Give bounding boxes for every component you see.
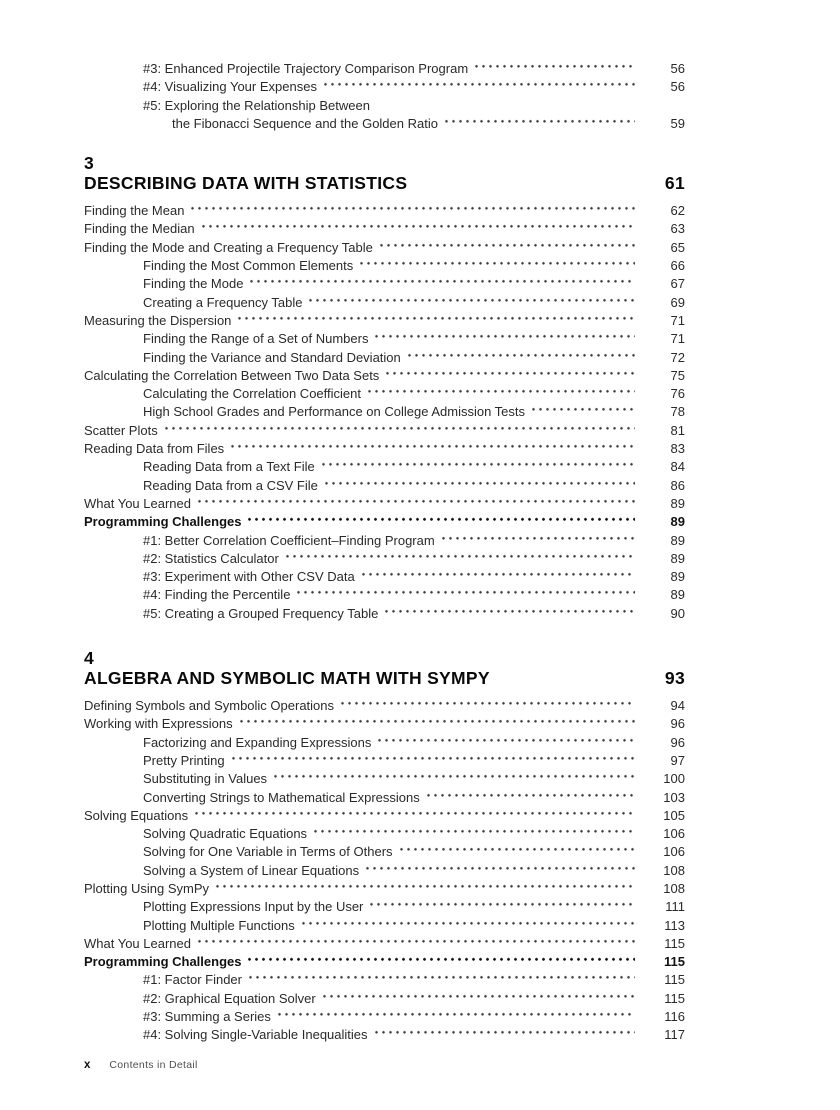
toc-entry-page: 115 (664, 935, 685, 951)
toc-entry (84, 312, 685, 330)
toc-entry (84, 917, 685, 935)
toc-entry-page: 71 (670, 312, 685, 328)
toc-entry-label: Finding the Mode (143, 276, 244, 292)
dot-leader (230, 752, 635, 770)
toc-entry-label: #3: Enhanced Projectile Trajectory Comparison Program (143, 61, 469, 76)
toc-entry-page: 108 (663, 862, 685, 878)
toc-entry-page: 94 (670, 698, 685, 714)
toc-entry-label: What You Learned (84, 495, 191, 511)
dot-leader (214, 880, 635, 898)
toc-section (84, 60, 685, 133)
toc-entry-page: 97 (670, 752, 685, 768)
chapter-title: ALGEBRA AND SYMBOLIC MATH WITH SYMPY (84, 668, 490, 689)
toc-entry-label: Measuring the Dispersion (84, 312, 232, 328)
toc-entry (84, 1026, 685, 1044)
chapter-page: 61 (664, 173, 685, 194)
dot-leader (196, 935, 635, 953)
toc-entry (84, 862, 685, 880)
toc-entry-label: What You Learned (84, 935, 191, 951)
dot-leader (312, 825, 635, 843)
toc-entry-page: 89 (670, 514, 685, 530)
toc-entry (84, 789, 685, 807)
toc-section (84, 648, 685, 1045)
toc-entry-label: Solving Quadratic Equations (143, 826, 308, 842)
toc-entry (84, 385, 685, 403)
toc-entry (84, 495, 685, 513)
toc-entry-page: 81 (670, 422, 685, 438)
toc-entry-label: the Fibonacci Sequence and the Golden Ratio (172, 115, 438, 131)
dot-leader (284, 550, 635, 568)
footer-text: Contents in Detail (109, 1059, 198, 1071)
toc-entry-page: 89 (670, 532, 685, 548)
dot-leader (378, 239, 635, 257)
toc-entry-label: Reading Data from a CSV File (143, 477, 318, 493)
toc-entry-page: 71 (670, 331, 685, 347)
dot-leader (247, 971, 635, 989)
toc-entry (84, 422, 685, 440)
toc-entry (84, 440, 685, 458)
dot-leader (384, 367, 635, 385)
toc-entry-label: Plotting Expressions Input by the User (143, 899, 364, 915)
dot-leader (246, 513, 635, 531)
toc-entry-page: 113 (664, 917, 685, 933)
dot-leader (368, 898, 635, 916)
chapter-page: 93 (664, 668, 685, 689)
toc-entry (84, 935, 685, 953)
toc-entry-page: 63 (670, 221, 685, 237)
toc-entry-page: 83 (670, 441, 685, 457)
toc-entry-page: 76 (670, 386, 685, 402)
dot-leader (383, 605, 635, 623)
toc-entry (84, 953, 685, 971)
toc-entry-label: Finding the Variance and Standard Deviation (143, 349, 401, 365)
toc-entry-page: 75 (670, 367, 685, 383)
toc-entry (84, 349, 685, 367)
toc-entry (84, 532, 685, 550)
toc-entry-page: 111 (665, 899, 685, 915)
dot-leader (366, 385, 635, 403)
toc-entry-page: 59 (670, 115, 685, 131)
toc-entry-page: 56 (670, 79, 685, 95)
toc-entry (84, 367, 685, 385)
dot-leader (189, 202, 635, 220)
page-footer (84, 1059, 198, 1071)
toc-entry (84, 807, 685, 825)
dot-leader (443, 115, 635, 133)
toc-entry-page: 115 (664, 972, 685, 988)
toc-entry-label: Substituting in Values (143, 771, 268, 787)
toc-entry (84, 257, 685, 275)
toc-entry-page: 116 (664, 1009, 685, 1025)
toc-entry-page: 65 (670, 239, 685, 255)
toc-entry (84, 770, 685, 788)
toc-entry-page: 84 (670, 459, 685, 475)
dot-leader (276, 1008, 635, 1026)
toc-section (84, 153, 685, 623)
toc-entry-page: 96 (670, 734, 685, 750)
toc-entry-label: #4: Visualizing Your Expenses (143, 79, 317, 95)
toc-entry-page: 89 (670, 569, 685, 585)
dot-leader (322, 78, 635, 96)
toc-entry-label: #2: Graphical Equation Solver (143, 990, 316, 1006)
toc-entry-page: 115 (664, 990, 685, 1006)
toc-entry-page: 100 (663, 771, 685, 787)
toc-entry-label: Finding the Range of a Set of Numbers (143, 331, 369, 347)
dot-leader (238, 715, 635, 733)
toc-entry (84, 715, 685, 733)
dot-leader (358, 257, 635, 275)
dot-leader (295, 586, 635, 604)
table-of-contents (84, 60, 685, 1045)
toc-entry-page: 56 (670, 61, 685, 76)
dot-leader (373, 1026, 635, 1044)
toc-entry-label: Pretty Printing (143, 752, 225, 768)
toc-entry-label: #3: Experiment with Other CSV Data (143, 569, 355, 585)
toc-entry (84, 898, 685, 916)
toc-entry-label: Finding the Mode and Creating a Frequency Table (84, 239, 373, 255)
toc-entry-page: 66 (670, 258, 685, 274)
toc-entry-page: 67 (670, 276, 685, 292)
toc-entry (84, 97, 685, 115)
dot-leader (323, 477, 635, 495)
toc-entry (84, 513, 685, 531)
toc-entry-label: Factorizing and Expanding Expressions (143, 734, 372, 750)
toc-entry-label: High School Grades and Performance on College Admission Tests (143, 404, 526, 420)
toc-entry (84, 202, 685, 220)
toc-entry (84, 568, 685, 586)
dot-leader (376, 734, 635, 752)
toc-entry (84, 403, 685, 421)
dot-leader (398, 843, 635, 861)
chapter-title: DESCRIBING DATA WITH STATISTICS (84, 173, 408, 194)
toc-entry-label: #1: Better Correlation Coefficient–Finding Program (143, 532, 435, 548)
toc-entry-label: Plotting Using SymPy (84, 880, 209, 896)
toc-entry (84, 752, 685, 770)
toc-entry-label: Working with Expressions (84, 716, 233, 732)
toc-entry-page: 90 (670, 605, 685, 621)
dot-leader (163, 422, 635, 440)
toc-entry-page: 103 (663, 789, 685, 805)
dot-leader (473, 60, 635, 78)
toc-entry-label: #5: Exploring the Relationship Between (143, 97, 370, 113)
toc-entry (84, 605, 685, 623)
toc-entry (84, 275, 685, 293)
chapter-heading (84, 648, 685, 688)
toc-entry (84, 78, 685, 96)
toc-entry (84, 550, 685, 568)
toc-entry (84, 825, 685, 843)
toc-entry (84, 734, 685, 752)
toc-entry-label: Programming Challenges (84, 514, 242, 530)
toc-entry-page: 108 (663, 880, 685, 896)
toc-entry-label: Solving for One Variable in Terms of Others (143, 844, 393, 860)
toc-entry (84, 115, 685, 133)
toc-entry-label: Scatter Plots (84, 422, 158, 438)
dot-leader (300, 917, 635, 935)
toc-entry-label: #2: Statistics Calculator (143, 550, 279, 566)
toc-entry-label: #1: Factor Finder (143, 972, 242, 988)
toc-entry (84, 990, 685, 1008)
dot-leader (236, 312, 635, 330)
toc-entry-label: Finding the Mean (84, 203, 185, 219)
toc-entry-page: 89 (670, 550, 685, 566)
chapter-heading (84, 153, 685, 193)
toc-entry-page: 106 (663, 844, 685, 860)
toc-entry-label: #5: Creating a Grouped Frequency Table (143, 605, 379, 621)
toc-entry-label: Converting Strings to Mathematical Expressions (143, 789, 420, 805)
dot-leader (246, 953, 635, 971)
toc-entry-label: Solving Equations (84, 807, 189, 823)
toc-entry-label: Creating a Frequency Table (143, 294, 303, 310)
toc-entry-page: 69 (670, 294, 685, 310)
toc-entry (84, 843, 685, 861)
dot-leader (200, 220, 635, 238)
toc-entry (84, 239, 685, 257)
toc-entry-label: Reading Data from a Text File (143, 459, 315, 475)
toc-entry (84, 220, 685, 238)
chapter-number: 4 (84, 648, 94, 669)
toc-entry-page: 89 (670, 587, 685, 603)
dot-leader (360, 568, 635, 586)
chapter-title-row (84, 668, 685, 688)
dot-leader (440, 532, 635, 550)
toc-entry (84, 330, 685, 348)
toc-entry-label: Reading Data from Files (84, 441, 225, 457)
dot-leader (339, 697, 635, 715)
toc-entry (84, 586, 685, 604)
dot-leader (307, 294, 635, 312)
toc-entry-page: 105 (663, 807, 685, 823)
toc-entry-page: 78 (670, 404, 685, 420)
toc-entry (84, 294, 685, 312)
toc-entry-page: 117 (664, 1027, 685, 1043)
dot-leader (196, 495, 635, 513)
toc-entry-label: Defining Symbols and Symbolic Operations (84, 698, 335, 714)
toc-entry-page: 96 (670, 716, 685, 732)
toc-entry-label: #4: Solving Single-Variable Inequalities (143, 1027, 368, 1043)
toc-entry-label: #3: Summing a Series (143, 1009, 271, 1025)
dot-leader (321, 990, 635, 1008)
toc-entry (84, 60, 685, 78)
toc-entry-page: 106 (663, 826, 685, 842)
toc-entry-page: 115 (664, 954, 685, 970)
dot-leader (320, 458, 635, 476)
dot-leader (530, 403, 635, 421)
toc-entry-label: Solving a System of Linear Equations (143, 862, 360, 878)
chapter-title-row (84, 173, 685, 193)
dot-leader (193, 807, 635, 825)
toc-entry-page: 86 (670, 477, 685, 493)
toc-entry (84, 697, 685, 715)
toc-entry-label: Finding the Most Common Elements (143, 258, 354, 274)
chapter-number: 3 (84, 153, 94, 174)
toc-entry-label: Calculating the Correlation Between Two Data Sets (84, 367, 380, 383)
toc-entry-page: 62 (670, 203, 685, 219)
toc-entry-label: Plotting Multiple Functions (143, 917, 295, 933)
footer-page-number: x (84, 1059, 91, 1071)
dot-leader (373, 330, 635, 348)
toc-entry-label: Finding the Median (84, 221, 195, 237)
toc-entry-page: 89 (670, 495, 685, 511)
toc-entry (84, 458, 685, 476)
toc-entry (84, 880, 685, 898)
dot-leader (272, 770, 635, 788)
dot-leader (248, 275, 635, 293)
toc-entry-label: Calculating the Correlation Coefficient (143, 386, 361, 402)
toc-entry (84, 477, 685, 495)
dot-leader (425, 789, 635, 807)
dot-leader (364, 862, 635, 880)
toc-entry (84, 971, 685, 989)
toc-entry (84, 1008, 685, 1026)
toc-entry-label: #4: Finding the Percentile (143, 587, 291, 603)
dot-leader (406, 349, 635, 367)
dot-leader (229, 440, 635, 458)
toc-entry-label: Programming Challenges (84, 954, 242, 970)
toc-entry-page: 72 (670, 349, 685, 365)
